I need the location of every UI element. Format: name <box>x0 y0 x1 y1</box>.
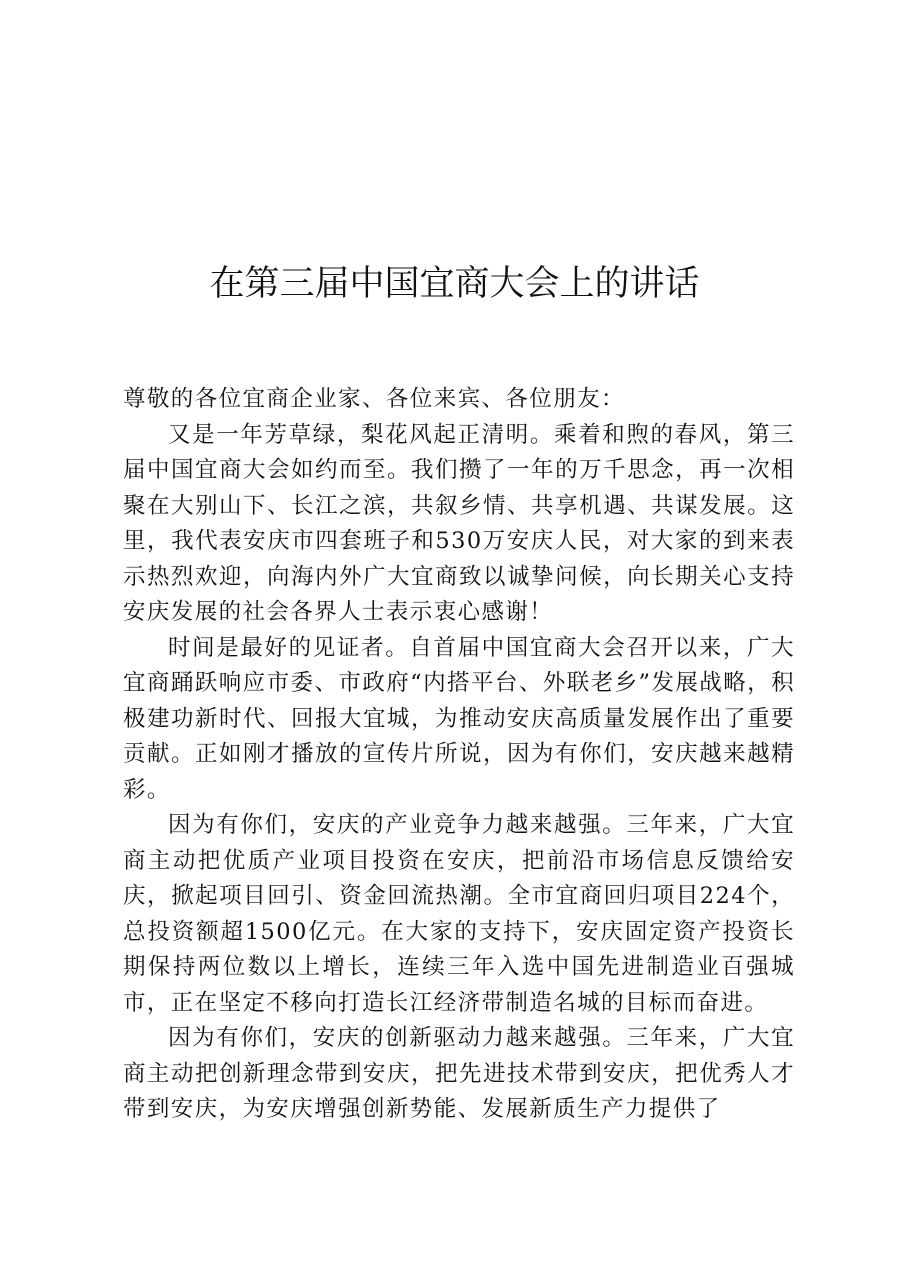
salutation: 尊敬的各位宜商企业家、各位来宾、各位朋友： <box>123 386 625 412</box>
document-title: 在第三届中国宜商大会上的讲话 <box>209 264 700 304</box>
paragraph-witness: 时间是最好的见证者。自首届中国宜商大会召开以来，广大宜商踊跃响应市委、市政府“内搭平台、外联老乡”发展战略，积极建功新时代、回报大宜城，为推动安庆高质量发展作出了重要贡献。正如刚才播放的宣传片所说，因为有你们，安庆越来越精彩。 <box>123 634 795 803</box>
document-body <box>123 382 795 1128</box>
paragraph-industry: 因为有你们，安庆的产业竞争力越来越强。三年来，广大宜商主动把优质产业项目投资在安庆，把前沿市场信息反馈给安庆，掀起项目回引、资金回流热潮。全市宜商回归项目224个，总投资额超1500亿元。在大家的支持下，安庆固定资产投资长期保持两位数以上增长，连续三年入选中国先进制造业百强城市，正在坚定不移向打造长江经济带制造名城的目标而奋进。 <box>123 812 795 1016</box>
paragraph-innovation: 因为有你们，安庆的创新驱动力越来越强。三年来，广大宜商主动把创新理念带到安庆，把先进技术带到安庆，把优秀人才带到安庆，为安庆增强创新势能、发展新质生产力提供了 <box>123 1025 795 1122</box>
paragraph-welcome: 又是一年芳草绿，梨花风起正清明。乘着和煦的春风，第三届中国宜商大会如约而至。我们攒了一年的万千思念，再一次相聚在大别山下、长江之滨，共叙乡情、共享机遇、共谋发展。这里，我代表安庆市四套班子和530万安庆人民，对大家的到来表示热烈欢迎，向海内外广大宜商致以诚挚问候，向长期关心支持安庆发展的社会各界人士表示衷心感谢！ <box>123 421 795 625</box>
